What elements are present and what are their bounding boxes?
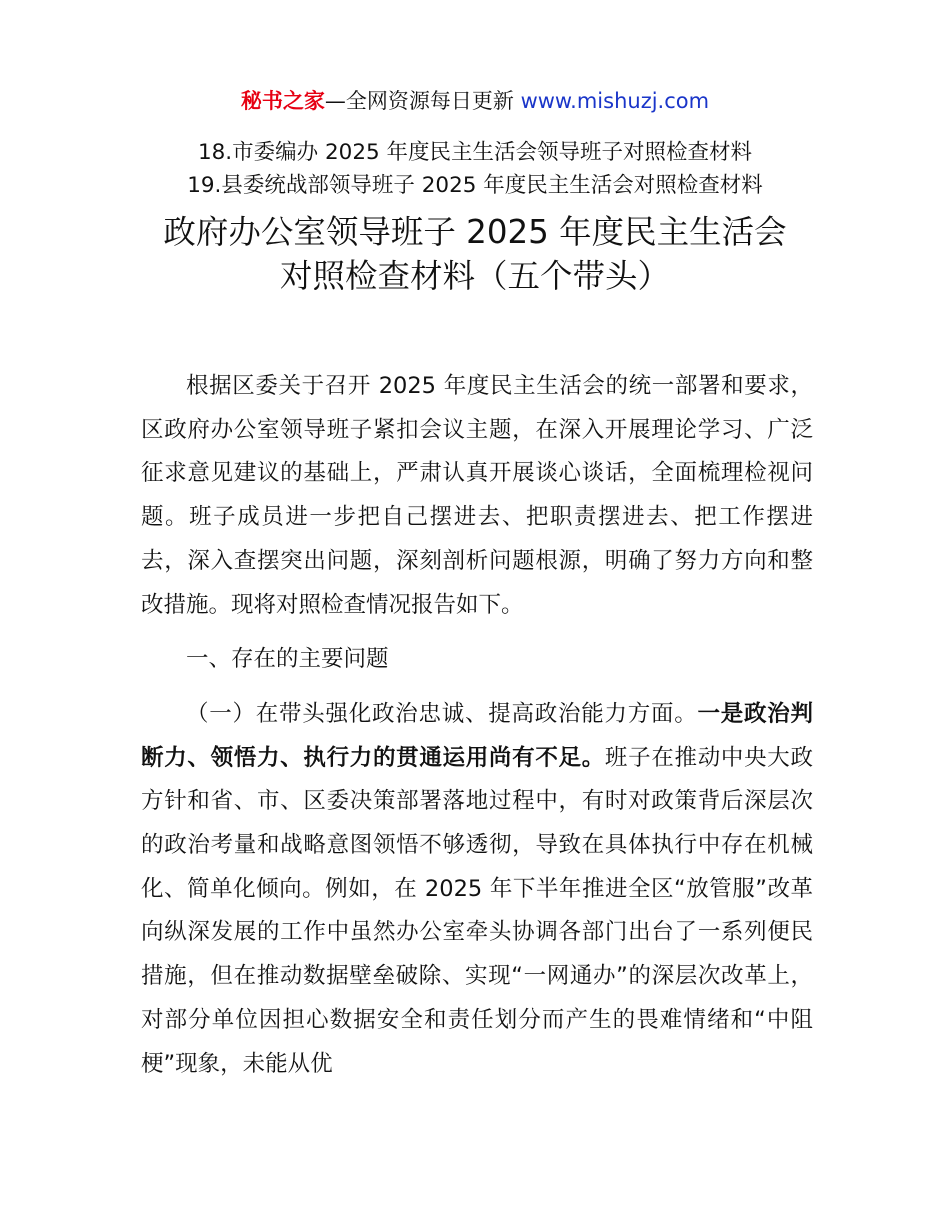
site-tagline: —全网资源每日更新 xyxy=(324,89,521,113)
document-title xyxy=(0,210,950,298)
related-document-item[interactable]: 18.市委编办 2025 年度民主生活会领导班子对照检查材料 xyxy=(197,140,753,165)
document-body xyxy=(141,365,813,1086)
site-header xyxy=(0,86,950,116)
document-title-line-2: 对照检查材料（五个带头） xyxy=(279,257,670,295)
subsection-paragraph xyxy=(141,693,813,1086)
section-heading: 一、存在的主要问题 xyxy=(186,646,389,673)
subsection-text: 班子在推动中央大政方针和省、市、区委决策部署落地过程中，有时对政策背后深层次的政治考量和战略意图领悟不够透彻，导致在具体执行中存在机械化、简单化倾向。例如，在 2025 年下半年推进全区“放管服”改革向纵深发展的工作中虽然办公室牵头协调各部门出台了一系列便民措施，但在推动数据壁垒破除、实现“一网通办”的深层次改革上，对部分单位因担心数据安全和责任划分而产生的畏难情绪和“中阻梗”现象，未能从优 xyxy=(141,744,813,1077)
subsection-label: （一）在带头强化政治忠诚、提高政治能力方面。 xyxy=(186,700,698,727)
related-documents-list xyxy=(0,136,950,202)
site-url-link[interactable]: www.mishuzj.com xyxy=(520,89,710,113)
subsection-bold-lead: 一是政治判断力、领悟力、执行力的贯通运用尚有不足。 xyxy=(141,700,813,771)
related-document-item[interactable]: 19.县委统战部领导班子 2025 年度民主生活会对照检查材料 xyxy=(187,173,763,198)
intro-paragraph: 根据区委关于召开 2025 年度民主生活会的统一部署和要求，区政府办公室领导班子紧扣会议主题，在深入开展理论学习、广泛征求意见建议的基础上，严肃认真开展谈心谈话，全面梳理检视问题。班子成员进一步把自己摆进去、把职责摆进去、把工作摆进去，深入查摆突出问题，深刻剖析问题根源，明确了努力方向和整改措施。现将对照检查情况报告如下。 xyxy=(141,373,813,618)
document-title-line-1: 政府办公室领导班子 2025 年度民主生活会 xyxy=(163,213,787,251)
brand-name: 秘书之家 xyxy=(240,89,325,113)
